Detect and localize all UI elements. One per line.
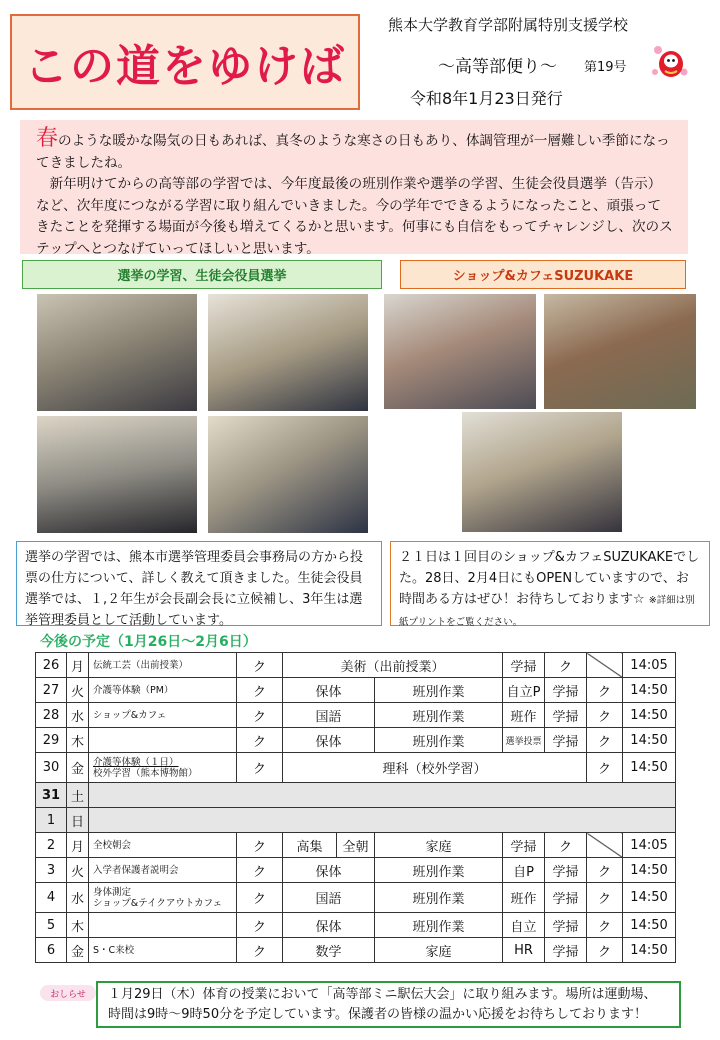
schedule-cell [89, 913, 237, 938]
schedule-cell: 家庭 [375, 833, 503, 858]
section-title-election: 選挙の学習、生徒会役員選挙 [22, 260, 382, 289]
schedule-cell: 学掃 [545, 913, 587, 938]
schedule-cell: 学掃 [545, 678, 587, 703]
schedule-cell: ク [587, 883, 623, 913]
schedule-cell: ク [237, 858, 283, 883]
schedule-cell: 保体 [283, 678, 375, 703]
schedule-cell: 入学者保護者説明会 [89, 858, 237, 883]
schedule-cell: 保体 [283, 728, 375, 753]
schedule-cell: 班別作業 [375, 678, 503, 703]
schedule-cell: 全校朝会 [89, 833, 237, 858]
schedule-table [35, 652, 676, 963]
schedule-cell: 14:50 [623, 913, 676, 938]
schedule-cell: ク [237, 938, 283, 963]
schedule-cell: 14:50 [623, 883, 676, 913]
schedule-cell [89, 753, 237, 783]
schedule-cell: ク [237, 703, 283, 728]
schedule-cell: 自立 [503, 913, 545, 938]
photo-shop-3 [462, 412, 622, 532]
schedule-cell: 27 [36, 678, 67, 703]
schedule-cell: 14:50 [623, 753, 676, 783]
newsletter-title: この道をゆけば [24, 41, 346, 92]
school-name: 熊本大学教育学部附属特別支援学校 [388, 16, 629, 34]
schedule-cell: ショップ&カフェ [89, 703, 237, 728]
row-period-1: ク [237, 653, 283, 678]
notice-box: １月29日（木）体育の授業において「高等部ミニ駅伝大会」に取り組みます。場所は運動場、時間は9時〜9時50分を予定しています。保護者の皆様の温かい応援をお待ちしております！ [96, 981, 681, 1028]
schedule-cell: 1 [36, 808, 67, 833]
schedule-cell: 選挙投票 [503, 728, 545, 753]
photo-election-2 [208, 294, 368, 411]
schedule-cell: 全朝 [337, 833, 375, 858]
schedule-row [36, 653, 676, 678]
schedule-cell [89, 783, 676, 808]
intro-text-1: のような暖かな陽気の日もあれば、真冬のような寒さの日もあり、体調管理が一層難しい季節になってきましたね。 [36, 133, 670, 171]
intro-text-2: 新年明けてからの高等部の学習では、今年度最後の班別作業や選挙の学習、生徒会役員選挙（告示）など、次年度につながる学習に取り組んでいきました。今の学年でできるようになったこと、頑張ってきたことを発揮する場面が今後も増えてくるかと思います。何事にも自信をもってチャレンジし、次のステップへとつなげていってほしいと思います。 [36, 176, 673, 257]
schedule-cell: 高集 [283, 833, 337, 858]
schedule-cell: 班作 [503, 703, 545, 728]
schedule-cell: 14:50 [623, 703, 676, 728]
schedule-cell: 14:05 [623, 833, 676, 858]
photo-shop-1 [384, 294, 536, 409]
schedule-event-line: 介護等体験（１日） [93, 756, 179, 768]
row-merged-class: 美術（出前授業） [283, 653, 503, 678]
caption-shop-text: ２１日は１回目のショップ&カフェSUZUKAKEでした。28日、2月4日にもOPENしていますので、お時間ある方はぜひ！お待ちしております☆ [399, 550, 700, 607]
schedule-cell [89, 728, 237, 753]
schedule-cell: ク [587, 938, 623, 963]
schedule-row [36, 833, 676, 858]
daruma-icon [650, 42, 690, 82]
schedule-cell: 班別作業 [375, 703, 503, 728]
schedule-cell: ク [237, 678, 283, 703]
schedule-cell: 2 [36, 833, 67, 858]
caption-shop [390, 541, 710, 626]
schedule-cell: 31 [36, 783, 67, 808]
schedule-cell: 土 [67, 783, 89, 808]
schedule-cell: 数学 [283, 938, 375, 963]
schedule-cell: 水 [67, 703, 89, 728]
schedule-cell: 自P [503, 858, 545, 883]
schedule-cell: 水 [67, 883, 89, 913]
intro-first-char: 春 [36, 126, 59, 151]
photo-election-1 [37, 294, 197, 411]
schedule-cell: 班作 [503, 883, 545, 913]
schedule-row [36, 913, 676, 938]
schedule-cell: 学掃 [545, 858, 587, 883]
schedule-event-line: 身体測定 [93, 886, 132, 898]
schedule-cell: 班別作業 [375, 728, 503, 753]
schedule-cell: 金 [67, 753, 89, 783]
schedule-row-weekend [36, 808, 676, 833]
schedule-cell: 学掃 [503, 833, 545, 858]
schedule-cell: ク [237, 883, 283, 913]
row-date: 26 [36, 653, 67, 678]
schedule-row [36, 883, 676, 913]
schedule-cell: 保体 [283, 913, 375, 938]
issue-name: 〜高等部便り〜 [438, 57, 557, 77]
schedule-row [36, 728, 676, 753]
schedule-row [36, 753, 676, 783]
schedule-cell: 学掃 [545, 703, 587, 728]
schedule-cell: 木 [67, 728, 89, 753]
schedule-cell: 30 [36, 753, 67, 783]
schedule-cell: 4 [36, 883, 67, 913]
schedule-cell: 28 [36, 703, 67, 728]
schedule-cell: 29 [36, 728, 67, 753]
schedule-cell: ク [587, 678, 623, 703]
schedule-cell: 理科（校外学習） [283, 753, 587, 783]
schedule-cell: 日 [67, 808, 89, 833]
schedule-cell: 国語 [283, 703, 375, 728]
schedule-cell: ク [545, 833, 587, 858]
section-title-shop: ショップ&カフェSUZUKAKE [400, 260, 686, 289]
row-period-6: ク [545, 653, 587, 678]
schedule-cell: ク [587, 913, 623, 938]
schedule-row [36, 678, 676, 703]
schedule-cell: ク [587, 753, 623, 783]
schedule-cell: 学掃 [545, 728, 587, 753]
schedule-cell: ク [237, 833, 283, 858]
notice-tag: おしらせ [40, 985, 96, 1001]
schedule-cell: 自立P [503, 678, 545, 703]
schedule-cell: S・C来校 [89, 938, 237, 963]
schedule-cell [587, 833, 623, 858]
schedule-cell: 班別作業 [375, 858, 503, 883]
caption-shop-note: ※詳細は別紙プリントをご覧ください。 [399, 595, 695, 628]
schedule-cell: 介護等体験（PM） [89, 678, 237, 703]
schedule-cell: 国語 [283, 883, 375, 913]
schedule-row-weekend [36, 783, 676, 808]
schedule-cell: ク [587, 858, 623, 883]
schedule-cell: 14:50 [623, 678, 676, 703]
row-weekday: 月 [67, 653, 89, 678]
schedule-cell: ク [237, 753, 283, 783]
publish-date: 令和8年1月23日発行 [410, 89, 563, 108]
schedule-cell: 月 [67, 833, 89, 858]
schedule-cell: 金 [67, 938, 89, 963]
schedule-cell [89, 808, 676, 833]
schedule-cell: 14:50 [623, 938, 676, 963]
schedule-cell: 14:50 [623, 858, 676, 883]
schedule-cell: 火 [67, 858, 89, 883]
photo-election-4 [208, 416, 368, 533]
caption-election: 選挙の学習では、熊本市選挙管理委員会事務局の方から投票の仕方について、詳しく教えて頂きました。生徒会役員選挙では、１,２年生が会長副会長に立候補し、3年生は選挙管理委員として活動しています。 [16, 541, 382, 626]
schedule-cell: 保体 [283, 858, 375, 883]
schedule-row [36, 938, 676, 963]
photo-election-3 [37, 416, 197, 533]
schedule-cell: ク [237, 913, 283, 938]
schedule-cell: 14:50 [623, 728, 676, 753]
row-end-time: 14:05 [623, 653, 676, 678]
schedule-title: 今後の予定（1月26日〜2月6日） [40, 634, 257, 650]
schedule-cell: ク [587, 703, 623, 728]
schedule-cell: 火 [67, 678, 89, 703]
schedule-cell: 木 [67, 913, 89, 938]
row-event: 伝統工芸（出前授業） [89, 653, 237, 678]
schedule-cell: 班別作業 [375, 883, 503, 913]
schedule-cell: 学掃 [545, 883, 587, 913]
schedule-cell: ク [237, 728, 283, 753]
schedule-row [36, 703, 676, 728]
intro-message [20, 120, 688, 257]
row-period-5: 学掃 [503, 653, 545, 678]
schedule-cell: 3 [36, 858, 67, 883]
schedule-cell: 6 [36, 938, 67, 963]
schedule-cell: 学掃 [545, 938, 587, 963]
schedule-cell: 班別作業 [375, 913, 503, 938]
schedule-event-line: ショップ&テイクアウトカフェ [93, 897, 223, 909]
schedule-event-line: 校外学習（熊本博物館） [93, 767, 198, 779]
schedule-cell: HR [503, 938, 545, 963]
schedule-cell: 家庭 [375, 938, 503, 963]
issue-number: 第19号 [584, 60, 627, 75]
photo-shop-2 [544, 294, 696, 409]
schedule-cell [89, 883, 237, 913]
schedule-cell: 5 [36, 913, 67, 938]
row-empty-diagonal [587, 653, 623, 678]
schedule-cell: ク [587, 728, 623, 753]
schedule-row [36, 858, 676, 883]
